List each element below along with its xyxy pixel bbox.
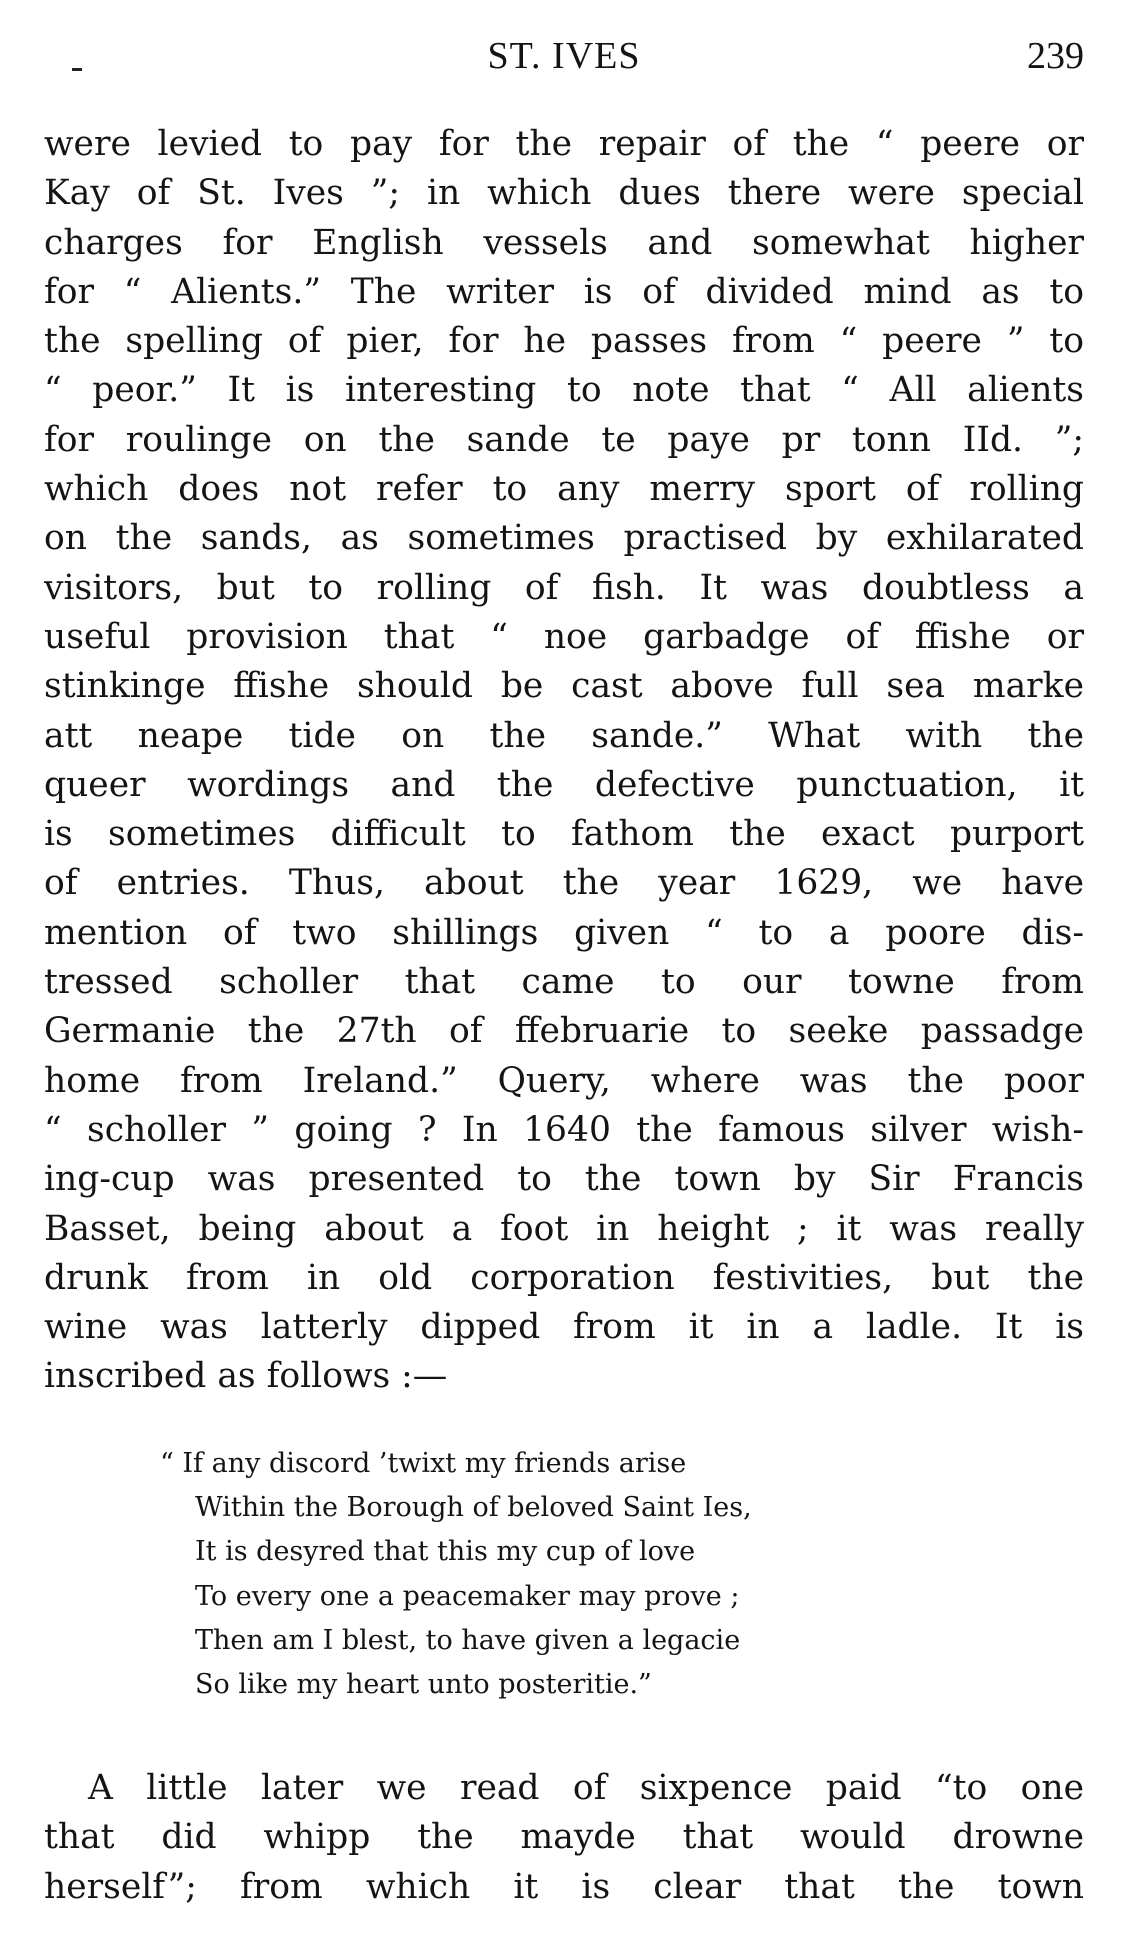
body-paragraph (44, 120, 1084, 1402)
text-line: att neape tide on the sande.” What with the (44, 715, 1084, 756)
text-line: mention of two shillings given “ to a poore dis- (44, 912, 1084, 953)
page-number: 239 (1027, 35, 1084, 77)
text-line: A little later we read of sixpence paid “to one (88, 1768, 1084, 1808)
text-line: visitors, but to rolling of fish. It was doubtless a (44, 567, 1084, 608)
text-line: Germanie the 27th of ffebruarie to seeke passadge (44, 1011, 1084, 1052)
text-line: the spelling of pier, for he passes from “ peere ” to (44, 321, 1084, 362)
text-line: Basset, being about a foot in height ; it was really (44, 1208, 1084, 1249)
text-line: “ peor.” It is interesting to note that “ All alients (44, 370, 1084, 411)
text-line: stinkinge ffishe should be cast above full sea marke (44, 666, 1084, 707)
text-line: Kay of St. Ives ”; in which dues there were special (44, 173, 1084, 214)
text-line: drunk from in old corporation festivities, but the (44, 1257, 1084, 1298)
text-line: useful provision that “ noe garbadge of ffishe or (44, 616, 1084, 657)
text-line: “ scholler ” going ? In 1640 the famous silver wish- (44, 1109, 1084, 1150)
text-line: herself”; from which it is clear that the town (44, 1866, 1084, 1907)
page-header (44, 28, 1084, 88)
text-line: for roulinge on the sande te paye pr tonn IId. ”; (44, 419, 1084, 460)
text-line: queer wordings and the defective punctuation, it (44, 764, 1084, 805)
poem-line: Within the Borough of beloved Saint Ies, (195, 1492, 752, 1524)
running-head: ST. IVES (487, 35, 641, 77)
poem-line: So like my heart unto posteritie.” (195, 1668, 652, 1700)
poem-line: To every one a peacemaker may prove ; (195, 1580, 740, 1612)
text-line: of entries. Thus, about the year 1629, we have (44, 863, 1084, 904)
text-line: that did whipp the mayde that would drowne (44, 1817, 1084, 1858)
text-line: for “ Alients.” The writer is of divided mind as to (44, 271, 1084, 312)
text-line: which does not refer to any merry sport of rolling (44, 469, 1084, 510)
poem-line: It is desyred that this my cup of love (195, 1536, 696, 1568)
text-line: on the sands, as sometimes practised by exhilarated (44, 518, 1084, 559)
text-line: is sometimes difficult to fathom the exact purport (44, 814, 1084, 855)
poem-line: Then am I blest, to have given a legacie (195, 1624, 741, 1656)
text-line: home from Ireland.” Query, where was the poor (44, 1060, 1084, 1101)
inscription-poem (160, 1442, 920, 1707)
text-line: charges for English vessels and somewhat higher (44, 222, 1084, 263)
text-line: ing-cup was presented to the town by Sir Francis (44, 1159, 1084, 1200)
text-line: tressed scholler that came to our towne from (44, 962, 1084, 1003)
poem-line: “ If any discord ’twixt my friends arise (160, 1448, 687, 1479)
closing-paragraph (44, 1764, 1084, 1912)
text-line: were levied to pay for the repair of the “ peere or (44, 124, 1084, 164)
text-line: wine was latterly dipped from it in a ladle. It is (44, 1307, 1084, 1348)
text-line: inscribed as follows :— (44, 1356, 448, 1397)
